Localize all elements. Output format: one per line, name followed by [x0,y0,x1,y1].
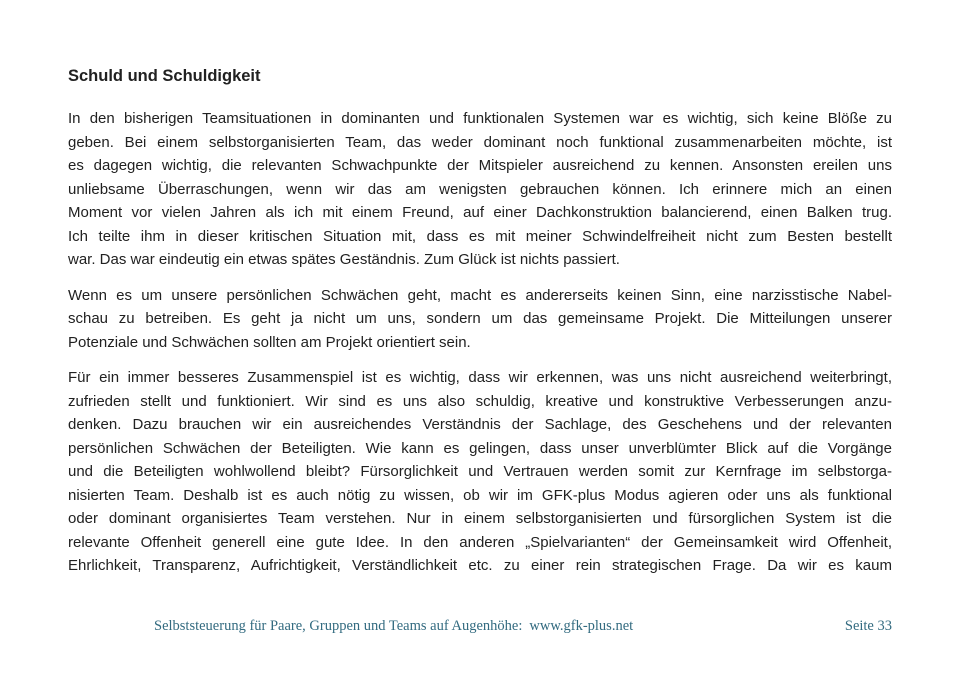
text-line: Für ein immer besseres Zusammenspiel ist es wichtig, dass wir erkennen, was uns nicht ausreichend weiterbringt, [68,369,892,386]
text-line: geben. Bei einem selbstorganisierten Team, das weder dominant noch funktional zusammenarbeiten möchte, ist [68,133,892,151]
footer-url-link[interactable]: www.gfk-plus.net [529,618,634,634]
text-line: Ich teilte ihm in dieser kritischen Situation mit, dass es mit meiner Schwindelfreiheit nicht zum Besten bestellt [68,227,892,245]
footer-text [68,616,633,636]
text-line: nisierten Team. Deshalb ist es auch nötig zu wissen, ob wir im GFK-plus Modus agieren oder uns als funktional [68,486,892,504]
page-number: Seite 33 [844,618,892,634]
text-line: war. Das war eindeutig ein etwas spätes Geständnis. Zum Glück ist nichts passiert. [68,251,620,268]
text-line: Moment vor vielen Jahren als ich mit einem Freund, auf einer Dachkonstruktion balancierend, einen Balken trug. [68,204,892,221]
text-line: persönlichen Schwächen der Beteiligten. Wie kann es gelingen, dass unser unverblümter Blick auf die Vorgänge [68,439,892,457]
paragraph [68,366,892,578]
page-content [68,64,892,578]
text-line: Potenziale und Schwächen sollten am Projekt orientiert sein. [68,333,471,351]
text-line: es dagegen wichtig, die relevanten Schwachpunkte der Mitspieler ausreichend zu kennen. Ansonsten ereilen uns [68,157,892,174]
text-line: denken. Dazu brauchen wir ein ausreichendes Verständnis der Sachlage, des Geschehens und der relevanten [68,416,892,433]
footer-label: Selbststeuerung für Paare, Gruppen und Teams auf Augenhöhe: [154,618,523,634]
text-line: unliebsame Überraschungen, wenn wir das am wenigsten gebrauchen können. Ich erinnere mich an einen [68,180,892,198]
body-paragraphs [68,107,892,578]
document-heading: Schuld und Schuldigkeit [68,67,261,85]
text-line: relevante Offenheit generell eine gute Idee. In den anderen „Spielvarianten“ der Gemeinsamkeit wird Offenheit, [68,533,892,551]
text-line: In den bisherigen Teamsituationen in dominanten und funktionalen Systemen war es wichtig, sich keine Blöße zu [68,110,892,127]
text-line: oder dominant organisiertes Team verstehen. Nur in einem selbstorganisierten und fürsorglichen System ist die [68,510,892,527]
text-line: Ehrlichkeit, Transparenz, Aufrichtigkeit, Verständlichkeit etc. zu einer rein strategischen Frage. Da wir es kaum [68,557,892,574]
text-line: zufrieden stellt und funktioniert. Wir sind es uns also schuldig, kreative und konstruktive Verbesserungen anzu- [68,392,892,410]
text-line: und die Beteiligten wohlwollend bleibt? Fürsorglichkeit und Vertrauen werden somit zur Kernfrage im selbstorga- [68,463,892,480]
page-footer [68,616,892,636]
paragraph [68,107,892,272]
text-line: Wenn es um unsere persönlichen Schwächen geht, macht es andererseits keinen Sinn, eine narzisstische Nabel- [68,286,892,304]
text-line: schau zu betreiben. Es geht ja nicht um uns, sondern um das gemeinsame Projekt. Die Mitteilungen unserer [68,310,892,327]
paragraph [68,284,892,355]
